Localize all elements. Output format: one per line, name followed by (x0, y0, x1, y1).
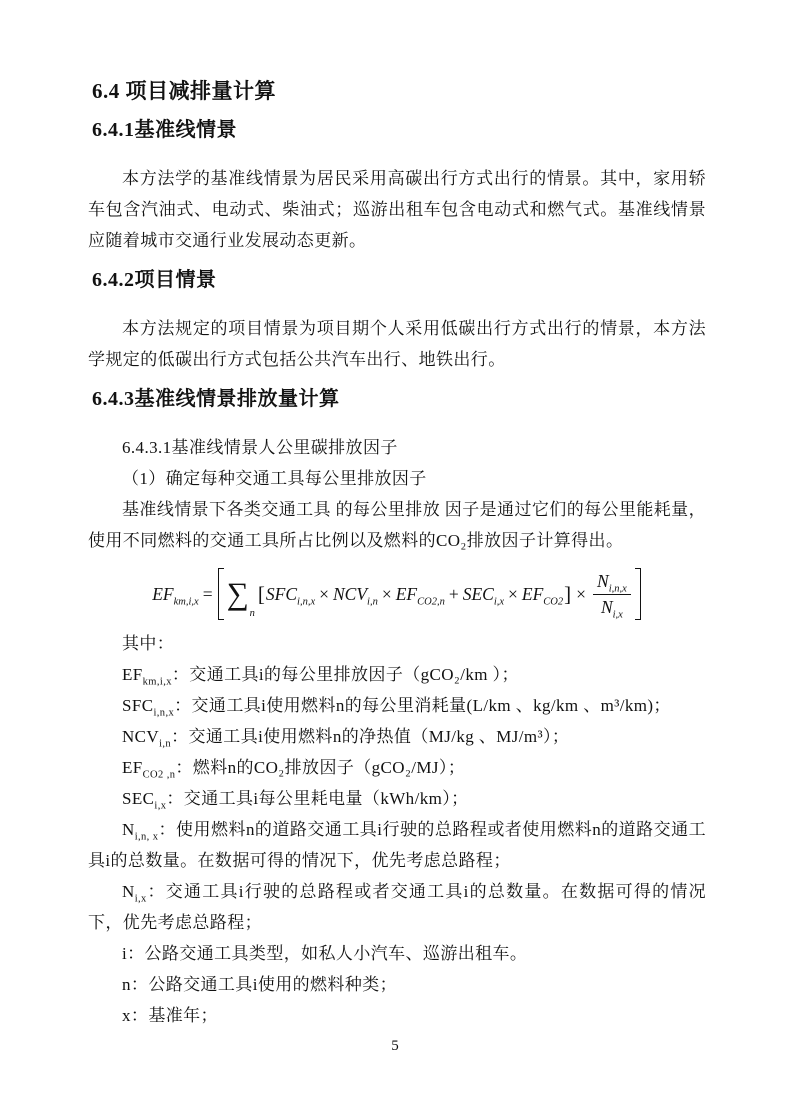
fraction-numerator: $N_{i,n,x}$ (593, 570, 631, 595)
definition-ncv (88, 721, 706, 752)
heading-6-4-2: 6.4.2项目情景 (92, 269, 217, 291)
subheading-item-1: （1）确定每种交通工具每公里排放因子 (122, 469, 427, 488)
multiply-sign: × (576, 583, 587, 604)
definition-ef-km (88, 659, 706, 690)
definition-desc: 交通工具i使用燃料n的净热值（MJ/kg 、MJ/m³）； (188, 727, 570, 746)
definition-term: $SFC_{i,n,x}$： (122, 696, 192, 719)
definition-desc: 交通工具i使用燃料n的每公里消耗量(L/km 、kg/km 、m³/km)； (191, 696, 671, 715)
definition-ef-co2-n (88, 752, 706, 783)
paragraph-baseline-scenario: 本方法学的基准线情景为居民采用高碳出行方式出行的情景。其中，家用轿车包含汽油式、电动式、柴油式；巡游出租车包含电动式和燃气式。基准线情景应随着城市交通行业发展动态更新。 (88, 169, 706, 250)
multiply-sign: × (508, 583, 518, 604)
definition-x (88, 1000, 706, 1031)
definition-n-ix (88, 876, 706, 938)
definition-desc: 交通工具i行驶的总路程或者交通工具i的总数量。在数据可得的情况下，优先考虑总路程； (88, 882, 706, 932)
multiply-sign: × (381, 583, 392, 604)
formula-term-ncv: $NCV_{i,n}$ (333, 583, 378, 607)
definition-sfc (88, 690, 706, 721)
definition-n (88, 969, 706, 1000)
formula-lhs: $EF_{km,i,x}$ (152, 583, 199, 607)
formula-term-sec: $SEC_{i,x}$ (462, 583, 505, 607)
multiply-sign: × (319, 583, 329, 604)
definition-desc: 交通工具i每公里耗电量（kWh/km）； (183, 789, 469, 808)
equals-sign: = (202, 583, 213, 604)
definition-term: $NCV_{i,n}$： (122, 727, 189, 750)
definition-term: $EF_{km,i,x}$： (122, 665, 190, 688)
definition-term: x： (122, 1006, 149, 1025)
definition-desc: 公路交通工具类型，如私人小汽车、巡游出租车。 (144, 944, 528, 963)
fraction-denominator: $N_{i,x}$ (600, 596, 623, 620)
right-square-bracket (635, 568, 641, 620)
heading-6-4-1: 6.4.1基准线情景 (92, 119, 237, 141)
subheading-6-4-3-1: 6.4.3.1基准线情景人公里碳排放因子 (122, 438, 398, 457)
formula-ef-km (88, 566, 706, 622)
heading-6-4: 6.4 项目减排量计算 (92, 79, 276, 103)
label-among-which: 其中： (122, 634, 175, 653)
definition-n-inx (88, 814, 706, 876)
definition-desc: 使用燃料n的道路交通工具i行驶的总路程或者使用燃料n的道路交通工具i的总数量。在数据可得的情况下，优先考虑总路程； (88, 820, 706, 870)
definition-sec (88, 783, 706, 814)
definition-term: $SEC_{i,x}$： (122, 789, 184, 812)
definition-term: $N_{i,n, x}$： (122, 820, 177, 843)
plus-sign: + (448, 583, 459, 604)
definition-i (88, 938, 706, 969)
definition-desc: 交通工具i的每公里排放因子（gCO₂/km ）； (189, 665, 519, 684)
definition-term: $N_{i,x}$： (122, 882, 166, 905)
left-square-bracket (218, 568, 224, 620)
definition-term: n： (122, 975, 149, 994)
paragraph-project-scenario: 本方法规定的项目情景为项目期个人采用低碳出行方式出行的情景，本方法学规定的低碳出行方式包括公共汽车出行、地铁出行。 (88, 319, 706, 369)
formula-term-efco2: $EF_{CO2}$ (521, 583, 564, 607)
heading-6-4-3: 6.4.3基准线情景排放量计算 (92, 388, 340, 410)
definition-desc: 燃料n的CO₂排放因子（gCO₂/MJ）； (192, 758, 466, 777)
fraction-n-ratio (593, 570, 631, 619)
definition-desc: 公路交通工具i使用的燃料种类； (148, 975, 398, 994)
formula-term-sfc: $SFC_{i,n,x}$ (265, 583, 316, 607)
definition-term: $EF_{CO2 ,n}$： (122, 758, 193, 781)
definition-desc: 基准年； (148, 1006, 218, 1025)
inner-open-bracket: [ (257, 581, 265, 606)
summation-sigma: ∑ n (226, 576, 255, 619)
paragraph-factor-intro: 基准线情景下各类交通工具 的每公里排放 因子是通过它们的每公里能耗量，使用不同燃料的交通工具所占比例以及燃料的CO₂排放因子计算得出。 (88, 500, 706, 550)
page-number: 5 (391, 1038, 399, 1054)
inner-close-bracket: ] (564, 581, 572, 606)
formula-term-efco2n: $EF_{CO2,n}$ (395, 583, 445, 607)
definition-term: i： (122, 944, 145, 963)
